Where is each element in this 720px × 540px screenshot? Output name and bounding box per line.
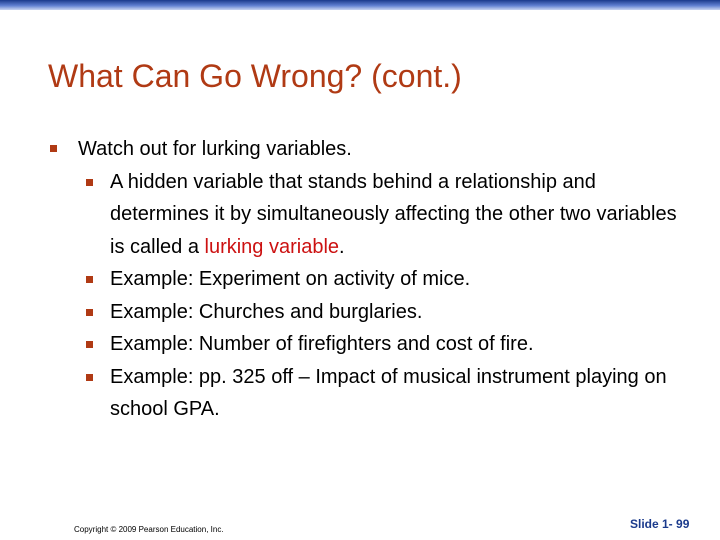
sub-bullet-item — [48, 328, 688, 361]
sub-bullet-text: Example: Churches and burglaries. — [110, 300, 423, 323]
sub-bullet-text: Example: Experiment on activity of mice. — [110, 268, 471, 290]
sub-bullet-text: A hidden variable that stands behind a relationship and determines it by simultaneously affecting the other two variables is called a — [110, 170, 677, 258]
square-bullet-icon — [86, 276, 93, 283]
sub-bullet-item — [48, 361, 688, 426]
sub-bullet-text-end: . — [339, 235, 345, 258]
slide-number: Slide 1- 99 — [630, 517, 690, 531]
sub-bullet-text: Example: Number of firefighters and cost of fire. — [110, 333, 534, 355]
sub-bullet-item — [48, 263, 688, 296]
sub-bullet-text: Example: pp. 325 off – Impact of musical instrument playing on school GPA. — [110, 365, 667, 420]
bullet-list — [48, 133, 688, 426]
bullet-text: Watch out for lurking variables. — [78, 138, 352, 160]
lurking-variable-term: lurking variable — [204, 235, 340, 258]
bullet-item-main — [48, 133, 688, 166]
square-bullet-icon — [86, 374, 93, 381]
square-bullet-icon — [86, 309, 93, 316]
top-accent-bar — [0, 0, 720, 10]
sub-bullet-item — [48, 296, 688, 329]
square-bullet-icon — [86, 179, 93, 186]
copyright-notice: Copyright © 2009 Pearson Education, Inc. — [74, 525, 224, 534]
slide-title: What Can Go Wrong? (cont.) — [48, 58, 462, 94]
sub-bullet-item — [48, 166, 688, 264]
square-bullet-icon — [86, 341, 93, 348]
square-bullet-icon — [50, 145, 57, 152]
